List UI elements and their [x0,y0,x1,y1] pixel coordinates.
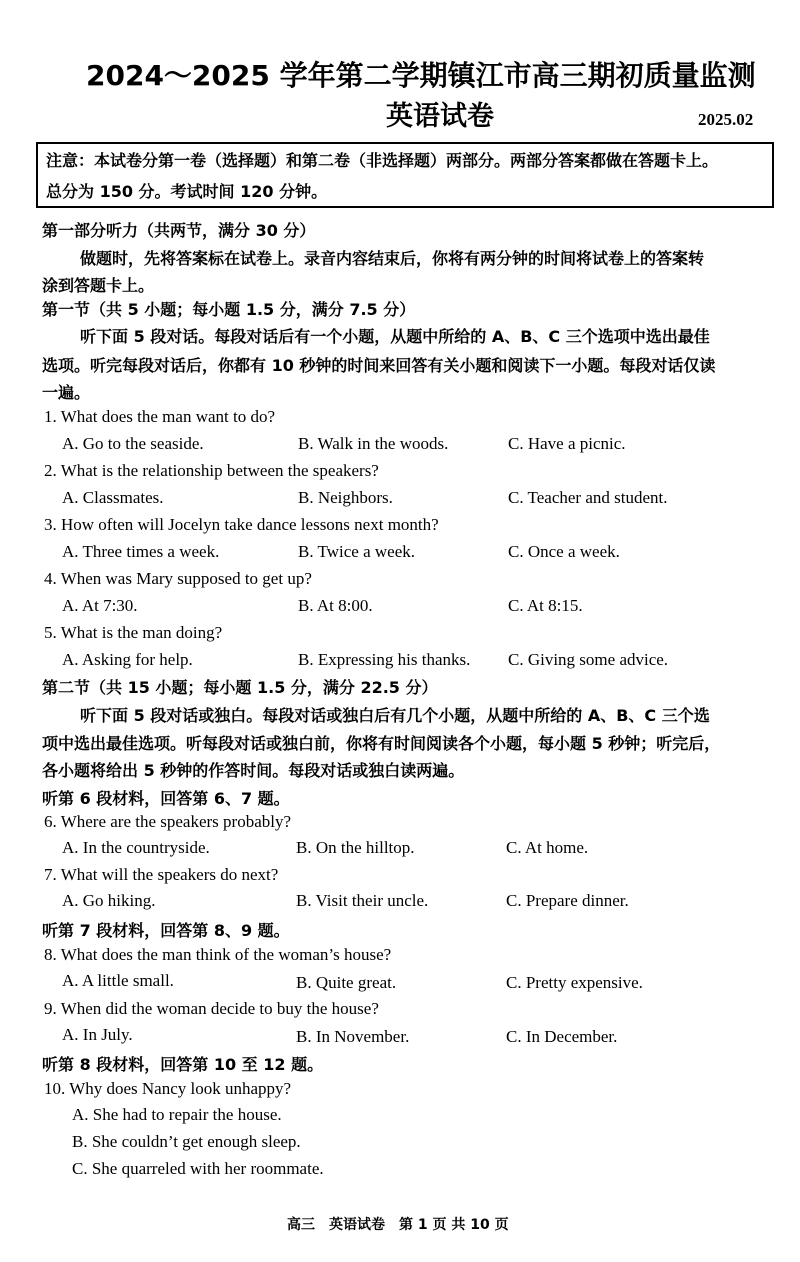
question-9: 9. When did the woman decide to buy the house? [44,999,379,1018]
question-7-option-a: A. Go hiking. [62,891,156,910]
question-4-option-c: C. At 8:15. [508,596,583,615]
question-6: 6. Where are the speakers probably? [44,812,292,831]
question-2-option-b: B. Neighbors. [298,488,393,507]
question-5-option-c: C. Giving some advice. [508,650,669,669]
question-10-option-a: A. She had to repair the house. [72,1105,282,1124]
question-2-option-a: A. Classmates. [62,488,164,507]
question-8-option-c: C. Pretty expensive. [506,973,643,992]
exam-date: 2025.02 [698,110,754,129]
question-4-option-b: B. At 8:00. [298,596,373,615]
question-5-option-b: B. Expressing his thanks. [298,650,471,669]
section2-intro-line-1: 听下面 5 段对话或独白。每段对话或独白后有几个小题，从题中所给的 A、B、C 三个选 [80,706,710,725]
part1-heading: 第一部分听力（共两节，满分 30 分） [42,221,316,240]
question-8-option-b: B. Quite great. [296,973,397,992]
question-10: 10. Why does Nancy look unhappy? [44,1079,292,1098]
question-3-option-b: B. Twice a week. [298,542,415,561]
notice-line-1: 注意：本试卷分第一卷（选择题）和第二卷（非选择题）两部分。两部分答案都做在答题卡上。 [46,151,719,170]
question-2-option-c: C. Teacher and student. [508,488,668,507]
question-1: 1. What does the man want to do? [44,407,276,426]
question-3: 3. How often will Jocelyn take dance lessons next month? [44,515,439,534]
section1-heading: 第一节（共 5 小题；每小题 1.5 分，满分 7.5 分） [42,300,416,319]
question-7-option-b: B. Visit their uncle. [296,891,429,910]
exam-title: 2024～2025 学年第二学期镇江市高三期初质量监测 [86,59,756,92]
question-1-option-a: A. Go to the seaside. [62,434,204,453]
section2-heading: 第二节（共 15 小题；每小题 1.5 分，满分 22.5 分） [42,678,438,697]
question-9-option-b: B. In November. [296,1027,410,1046]
question-2: 2. What is the relationship between the speakers? [44,461,379,480]
question-9-option-c: C. In December. [506,1027,618,1046]
question-3-option-a: A. Three times a week. [62,542,220,561]
notice-line-2: 总分为 150 分。考试时间 120 分钟。 [46,182,328,201]
material-8-heading: 听第 8 段材料，回答第 10 至 12 题。 [42,1055,324,1074]
question-1-option-c: C. Have a picnic. [508,434,626,453]
question-7-option-c: C. Prepare dinner. [506,891,629,910]
question-1-option-b: B. Walk in the woods. [298,434,449,453]
question-5-option-a: A. Asking for help. [62,650,193,669]
material-7-heading: 听第 7 段材料，回答第 8、9 题。 [42,921,290,940]
material-6-heading: 听第 6 段材料，回答第 6、7 题。 [42,789,290,808]
section2-intro-line-3: 各小题将给出 5 秒钟的作答时间。每段对话或独白读两遍。 [42,761,465,780]
question-3-option-c: C. Once a week. [508,542,620,561]
question-8-option-a: A. A little small. [62,971,174,990]
question-6-option-b: B. On the hilltop. [296,838,415,857]
question-6-option-c: C. At home. [506,838,589,857]
section1-intro-line-1: 听下面 5 段对话。每段对话后有一个小题，从题中所给的 A、B、C 三个选项中选出最佳 [80,327,710,346]
section2-intro-line-2: 项中选出最佳选项。听每段对话或独白前，你将有时间阅读各个小题，每小题 5 秒钟；听完后， [42,734,721,753]
question-4-option-a: A. At 7:30. [62,596,138,615]
question-5: 5. What is the man doing? [44,623,223,642]
question-6-option-a: A. In the countryside. [62,838,210,857]
exam-subtitle: 英语试卷 [386,101,494,132]
question-4: 4. When was Mary supposed to get up? [44,569,312,588]
question-10-option-b: B. She couldn’t get enough sleep. [72,1132,301,1151]
section1-intro-line-3: 一遍。 [42,383,91,402]
question-10-option-c: C. She quarreled with her roommate. [72,1159,324,1178]
part1-intro-line-2: 涂到答题卡上。 [42,276,155,295]
part1-intro-line-1: 做题时，先将答案标在试卷上。录音内容结束后，你将有两分钟的时间将试卷上的答案转 [80,249,705,268]
question-9-option-a: A. In July. [62,1025,133,1044]
section1-intro-line-2: 选项。听完每段对话后，你都有 10 秒钟的时间来回答有关小题和阅读下一小题。每段对话仅读 [42,356,716,375]
question-7: 7. What will the speakers do next? [44,865,279,884]
page-footer: 高三 英语试卷 第 1 页 共 10 页 [287,1217,509,1233]
question-8: 8. What does the man think of the woman’s house? [44,945,392,964]
